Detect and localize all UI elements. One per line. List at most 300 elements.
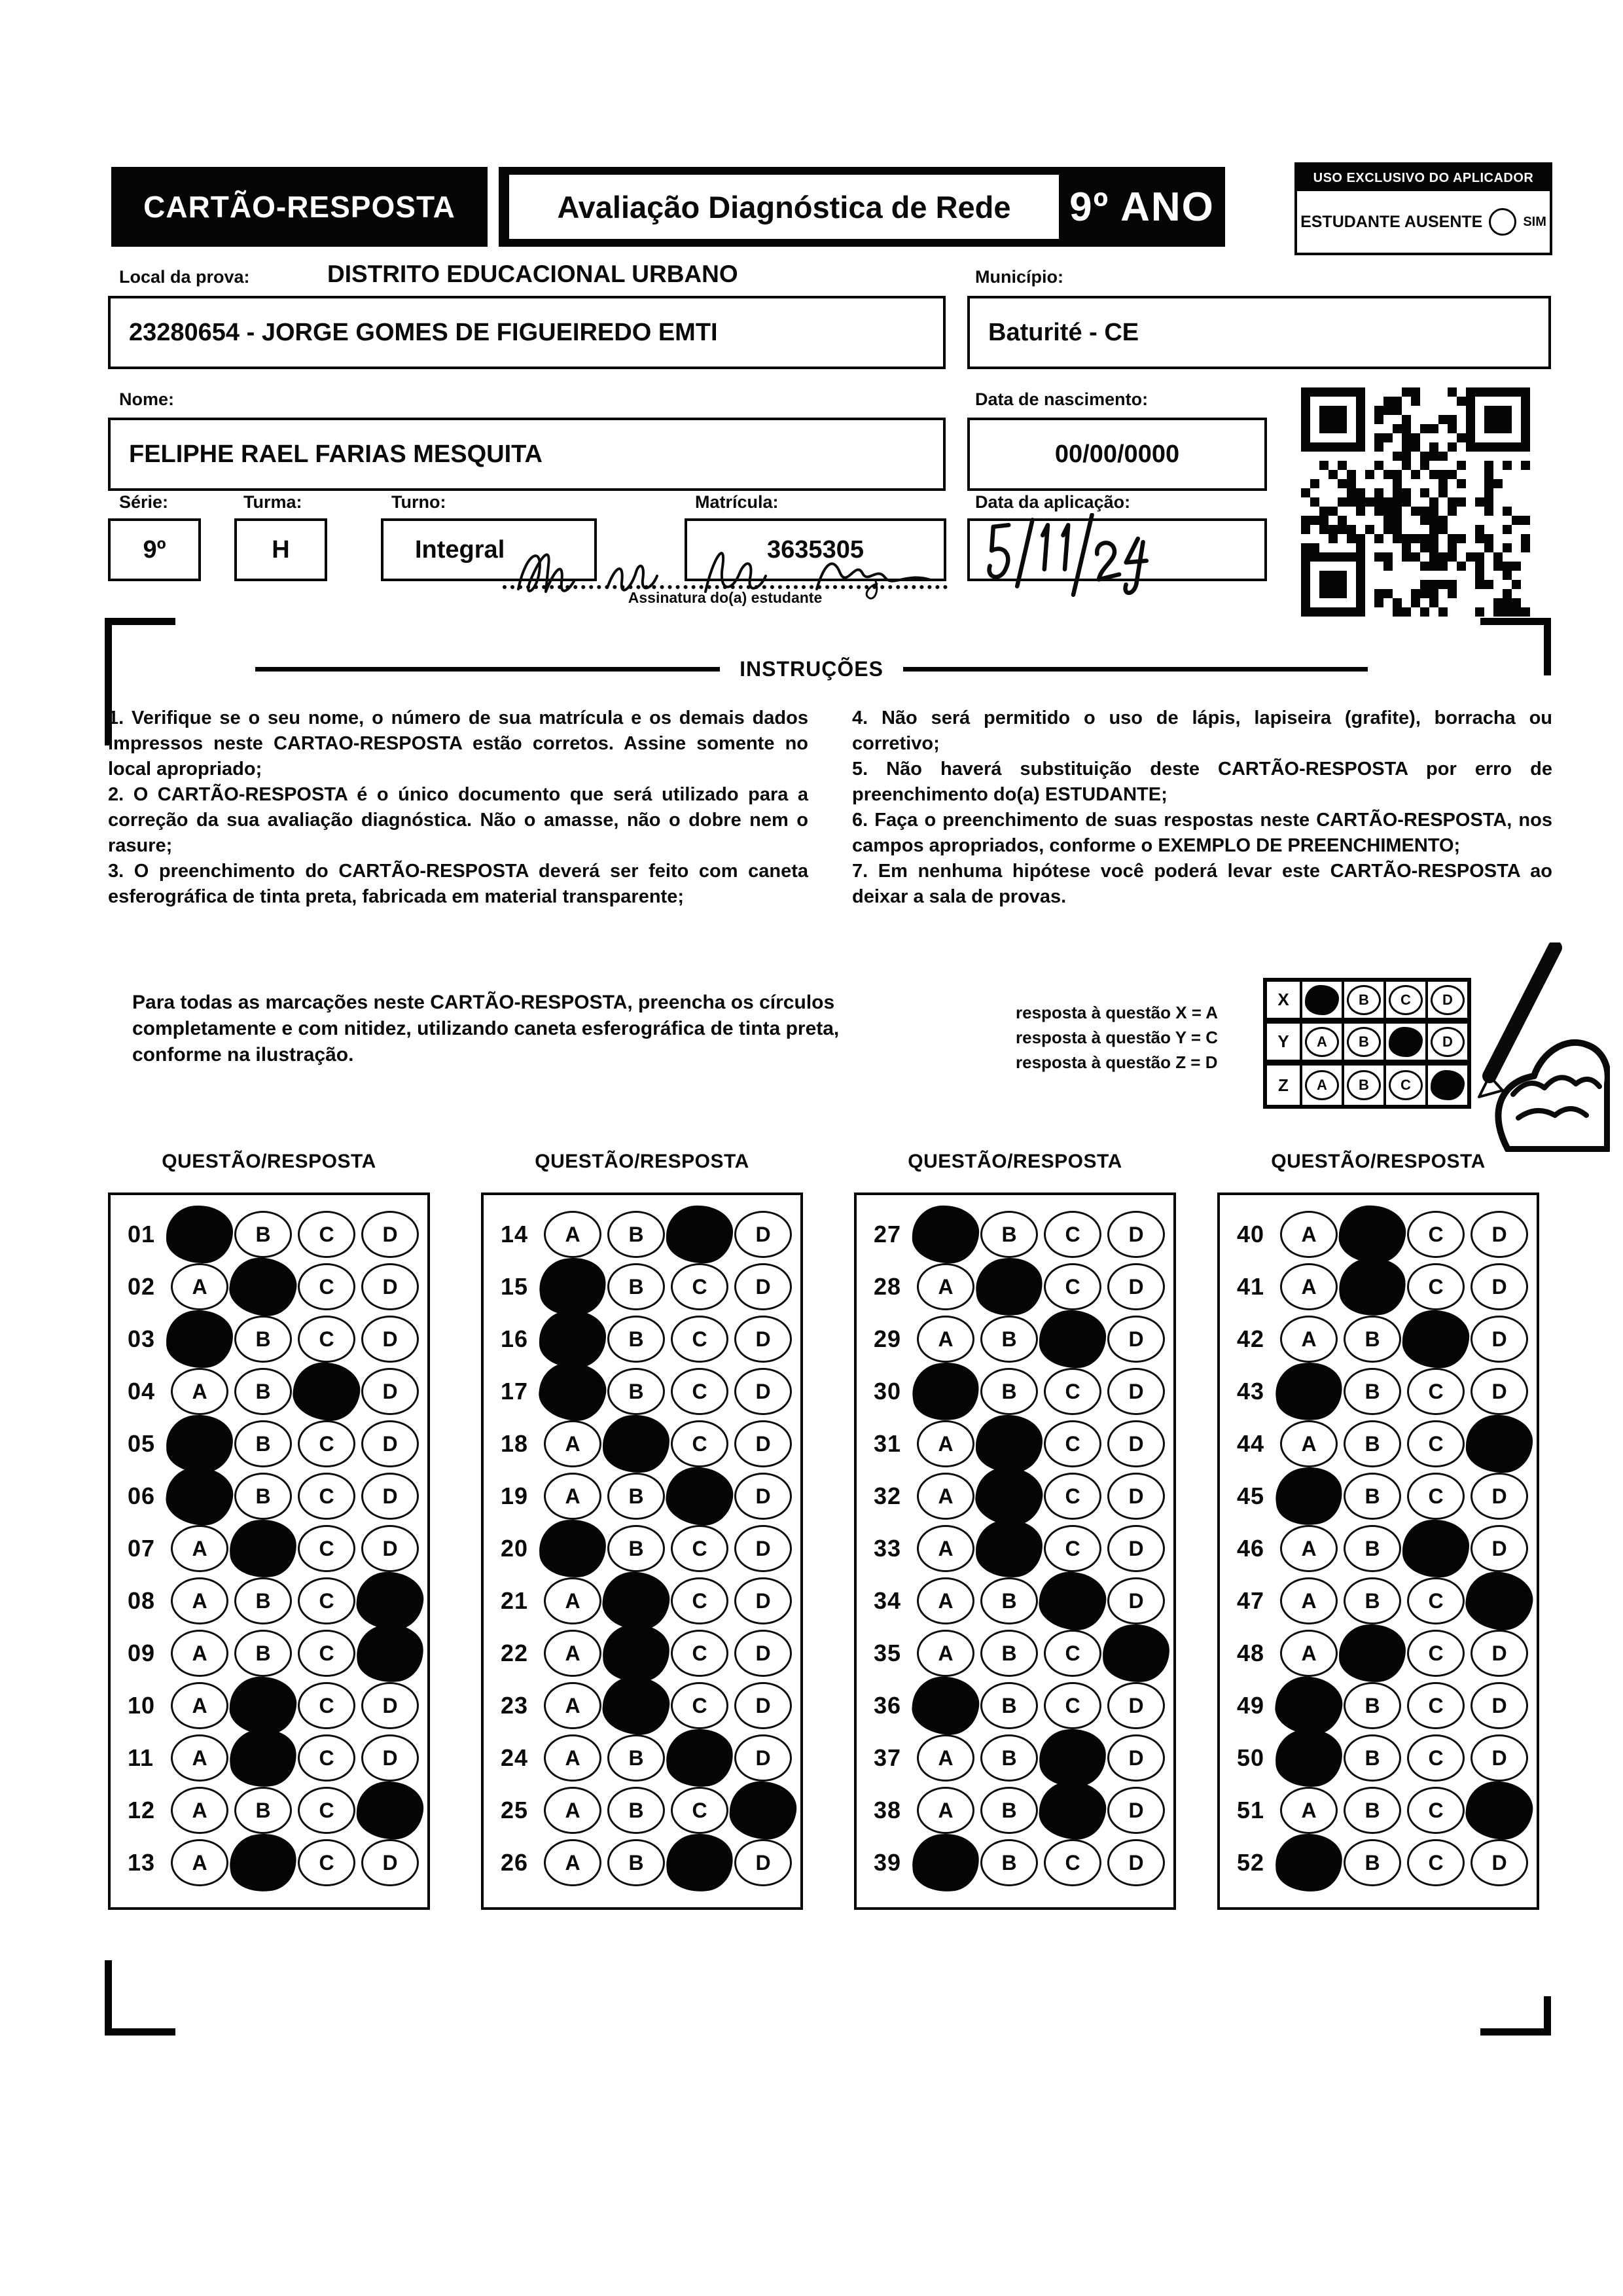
answer-bubble[interactable]: C — [1044, 1473, 1101, 1520]
qr-module — [1521, 525, 1530, 534]
answer-bubble[interactable]: C — [298, 1682, 355, 1729]
filled-answer-bubble[interactable] — [972, 1463, 1046, 1529]
answer-bubble[interactable]: B — [607, 1211, 665, 1258]
answer-bubble[interactable]: C — [298, 1263, 355, 1310]
answer-bubble[interactable]: B — [1344, 1734, 1401, 1782]
filled-answer-bubble[interactable] — [973, 1255, 1046, 1319]
filled-answer-bubble[interactable] — [355, 1780, 424, 1840]
answer-bubble[interactable]: B — [1344, 1577, 1401, 1624]
question-row — [857, 1732, 1173, 1784]
answer-bubble[interactable]: A — [171, 1263, 228, 1310]
answer-bubble[interactable]: D — [361, 1525, 419, 1572]
qr-module — [1301, 552, 1310, 562]
answer-slot — [298, 1473, 355, 1520]
answer-bubble[interactable]: B — [607, 1316, 665, 1363]
answer-bubble[interactable]: D — [734, 1630, 792, 1677]
filled-answer-bubble[interactable] — [601, 1675, 671, 1737]
qr-module — [1512, 552, 1521, 562]
answer-bubble[interactable]: B — [234, 1630, 292, 1677]
filled-answer-bubble[interactable] — [226, 1254, 300, 1319]
instruction-item: 1. Verifique se o seu nome, o número de sua matrícula e os demais dados impressos neste CARTAO-RESPOSTA estão corretos. Assine somente no local apropriado; — [108, 708, 808, 780]
answer-bubble[interactable]: C — [1407, 1734, 1465, 1782]
answer-bubble[interactable]: B — [1344, 1682, 1401, 1729]
filled-answer-bubble[interactable] — [910, 1832, 981, 1894]
answer-bubble[interactable]: B — [980, 1839, 1038, 1886]
qr-module — [1521, 589, 1530, 598]
question-row — [1220, 1784, 1537, 1837]
answer-bubble[interactable]: B — [1344, 1839, 1401, 1886]
answer-bubble[interactable]: D — [1471, 1473, 1528, 1520]
answer-slot — [980, 1368, 1038, 1415]
answer-bubble[interactable]: B — [980, 1211, 1038, 1258]
answer-bubble[interactable]: B — [980, 1734, 1038, 1782]
answer-bubble[interactable]: C — [1044, 1420, 1101, 1467]
qr-module — [1329, 452, 1338, 461]
answer-slot — [1280, 1368, 1338, 1415]
answer-bubble[interactable]: A — [917, 1473, 974, 1520]
answer-bubble[interactable]: C — [1407, 1682, 1465, 1729]
filled-answer-bubble[interactable] — [536, 1359, 609, 1424]
answer-slot — [980, 1682, 1038, 1729]
answer-bubble[interactable]: D — [1107, 1682, 1165, 1729]
answer-bubble[interactable]: D — [361, 1839, 419, 1886]
answer-bubble[interactable]: B — [1344, 1316, 1401, 1363]
filled-answer-bubble[interactable] — [1338, 1204, 1407, 1265]
qr-module — [1383, 589, 1393, 598]
qr-module — [1374, 442, 1383, 452]
answer-bubble[interactable]: B — [607, 1525, 665, 1572]
qr-module — [1347, 562, 1356, 571]
filled-answer-bubble[interactable] — [1274, 1832, 1344, 1893]
filled-answer-bubble[interactable] — [165, 1414, 234, 1474]
answer-bubble[interactable]: C — [298, 1630, 355, 1677]
qr-module — [1393, 543, 1402, 552]
answer-bubble[interactable]: D — [1107, 1577, 1165, 1624]
qr-module — [1457, 452, 1466, 461]
answer-bubble[interactable]: C — [1407, 1368, 1465, 1415]
filled-answer-bubble[interactable] — [1039, 1310, 1107, 1369]
answer-bubble[interactable]: D — [734, 1263, 792, 1310]
answer-bubble[interactable]: D — [1107, 1211, 1165, 1258]
qr-module — [1383, 543, 1393, 552]
answer-bubble[interactable]: C — [298, 1734, 355, 1782]
answer-bubble[interactable]: C — [1407, 1630, 1465, 1677]
example-bubble: C — [1389, 1070, 1423, 1100]
answer-bubble[interactable]: C — [1044, 1263, 1101, 1310]
answer-bubble[interactable]: D — [361, 1211, 419, 1258]
answer-bubble[interactable]: B — [1344, 1368, 1401, 1415]
answer-bubble[interactable]: D — [1471, 1734, 1528, 1782]
answer-bubble[interactable]: D — [361, 1263, 419, 1310]
answer-bubble[interactable]: B — [980, 1368, 1038, 1415]
qr-module — [1493, 580, 1503, 589]
filled-answer-bubble[interactable] — [164, 1465, 235, 1528]
answer-bubble[interactable]: D — [361, 1734, 419, 1782]
answer-bubble[interactable]: A — [1280, 1787, 1338, 1834]
answer-bubble[interactable]: A — [171, 1734, 228, 1782]
answer-bubble[interactable]: C — [298, 1577, 355, 1624]
qr-module — [1365, 470, 1374, 479]
filled-answer-bubble[interactable] — [976, 1415, 1043, 1473]
answer-bubble[interactable]: A — [171, 1839, 228, 1886]
answer-bubble[interactable]: D — [734, 1839, 792, 1886]
filled-answer-bubble[interactable] — [601, 1623, 671, 1683]
answer-bubble[interactable]: C — [1044, 1839, 1101, 1886]
filled-answer-bubble[interactable] — [1038, 1727, 1107, 1788]
answer-bubble[interactable]: C — [671, 1630, 728, 1677]
qr-module — [1301, 424, 1310, 433]
qr-module — [1438, 580, 1448, 589]
answer-bubble[interactable]: A — [917, 1420, 974, 1467]
answer-bubble[interactable]: D — [361, 1420, 419, 1467]
answer-bubble[interactable]: C — [1044, 1368, 1101, 1415]
answer-bubble[interactable]: C — [298, 1420, 355, 1467]
instruction-item: 3. O preenchimento do CARTÃO-RESPOSTA deverá ser feito com caneta esferográfica de tinta preta, fabricada em material transparente; — [108, 861, 808, 907]
filled-answer-bubble[interactable] — [1273, 1359, 1346, 1424]
answer-bubble[interactable]: C — [1407, 1420, 1465, 1467]
qr-module — [1475, 607, 1484, 617]
filled-answer-bubble[interactable] — [666, 1205, 734, 1264]
answer-bubble[interactable]: C — [1407, 1839, 1465, 1886]
answer-bubble[interactable]: A — [1280, 1630, 1338, 1677]
answer-bubble[interactable]: C — [671, 1577, 728, 1624]
answer-slot — [298, 1420, 355, 1467]
answer-bubble[interactable]: C — [298, 1316, 355, 1363]
qr-module — [1347, 424, 1356, 433]
answer-bubble[interactable]: A — [917, 1630, 974, 1677]
answer-bubble[interactable]: D — [361, 1368, 419, 1415]
filled-answer-bubble[interactable] — [911, 1204, 980, 1265]
answer-slot — [607, 1263, 665, 1310]
answer-bubble[interactable]: C — [671, 1316, 728, 1363]
filled-answer-bubble[interactable] — [1401, 1309, 1470, 1369]
example-bubble: A — [1305, 1070, 1339, 1100]
answer-bubble[interactable]: A — [544, 1787, 601, 1834]
qr-module — [1475, 442, 1484, 452]
answer-bubble[interactable]: C — [671, 1682, 728, 1729]
filled-answer-bubble[interactable] — [536, 1254, 609, 1319]
filled-answer-bubble[interactable] — [1463, 1779, 1535, 1842]
filled-answer-bubble[interactable] — [1274, 1728, 1343, 1788]
signature-area[interactable] — [503, 529, 948, 594]
qr-module — [1393, 488, 1402, 497]
answer-slot — [361, 1787, 419, 1834]
answer-bubble[interactable]: A — [171, 1787, 228, 1834]
answer-bubble[interactable]: B — [234, 1316, 292, 1363]
answer-bubble[interactable]: C — [1044, 1525, 1101, 1572]
answer-bubble[interactable]: B — [980, 1577, 1038, 1624]
answer-bubble[interactable]: C — [1044, 1211, 1101, 1258]
answer-bubble[interactable]: C — [1407, 1211, 1465, 1258]
answer-slot — [671, 1682, 728, 1729]
answer-bubble[interactable]: A — [171, 1682, 228, 1729]
filled-answer-bubble[interactable] — [1465, 1414, 1533, 1473]
filled-answer-bubble[interactable] — [600, 1570, 671, 1633]
qr-module — [1448, 598, 1457, 607]
filled-answer-bubble[interactable] — [664, 1727, 735, 1789]
answer-bubble[interactable]: D — [361, 1682, 419, 1729]
answer-bubble[interactable]: A — [544, 1630, 601, 1677]
answer-bubble[interactable]: B — [607, 1734, 665, 1782]
filled-answer-bubble[interactable] — [166, 1310, 234, 1369]
answer-bubble[interactable]: A — [917, 1525, 974, 1572]
municipio-box — [967, 296, 1551, 369]
answer-bubble[interactable]: D — [734, 1316, 792, 1363]
filled-answer-bubble[interactable] — [1463, 1568, 1536, 1634]
filled-answer-bubble[interactable] — [664, 1831, 735, 1895]
answer-bubble[interactable]: B — [234, 1420, 292, 1467]
filled-answer-bubble[interactable] — [355, 1623, 425, 1685]
answer-bubble[interactable]: D — [1471, 1211, 1528, 1258]
qr-module — [1457, 442, 1466, 452]
qr-module — [1411, 488, 1420, 497]
filled-answer-bubble[interactable] — [228, 1518, 298, 1579]
answer-bubble[interactable]: C — [671, 1525, 728, 1572]
answer-bubble[interactable]: C — [671, 1368, 728, 1415]
filled-answer-bubble[interactable] — [910, 1674, 981, 1738]
qr-module — [1457, 580, 1466, 589]
question-row — [1220, 1418, 1537, 1470]
answer-bubble[interactable]: D — [361, 1316, 419, 1363]
filled-answer-bubble[interactable] — [975, 1519, 1043, 1578]
answer-bubble[interactable]: B — [234, 1211, 292, 1258]
answer-bubble[interactable]: A — [1280, 1316, 1338, 1363]
qr-module — [1466, 461, 1475, 470]
answer-slot — [980, 1525, 1038, 1572]
answer-bubble[interactable]: D — [1107, 1263, 1165, 1310]
answer-bubble[interactable]: A — [917, 1577, 974, 1624]
answer-bubble[interactable]: A — [917, 1263, 974, 1310]
filled-answer-bubble[interactable] — [228, 1675, 298, 1736]
answer-bubble[interactable]: B — [980, 1316, 1038, 1363]
answer-bubble[interactable]: A — [1280, 1577, 1338, 1624]
qr-module — [1484, 580, 1493, 589]
qr-module — [1475, 461, 1484, 470]
answer-bubble[interactable]: D — [1107, 1420, 1165, 1467]
filled-answer-bubble[interactable] — [1338, 1624, 1406, 1683]
answer-bubble[interactable]: D — [734, 1473, 792, 1520]
answer-bubble[interactable]: D — [1471, 1630, 1528, 1677]
answer-bubble[interactable]: D — [361, 1473, 419, 1520]
student-absent-option: SIM — [1523, 214, 1546, 229]
filled-answer-bubble[interactable] — [1336, 1255, 1408, 1319]
answer-bubble[interactable]: A — [171, 1525, 228, 1572]
answer-bubble[interactable]: C — [298, 1839, 355, 1886]
answer-bubble[interactable]: C — [1044, 1682, 1101, 1729]
filled-answer-bubble[interactable] — [355, 1570, 425, 1632]
filled-answer-bubble[interactable] — [166, 1206, 233, 1263]
answer-bubble[interactable]: B — [234, 1577, 292, 1624]
school-box — [108, 296, 946, 369]
qr-module — [1457, 534, 1466, 543]
qr-module — [1493, 406, 1503, 415]
answer-bubble[interactable]: D — [734, 1525, 792, 1572]
answer-bubble[interactable]: C — [298, 1787, 355, 1834]
filled-answer-bubble[interactable] — [539, 1310, 606, 1368]
answer-slot — [607, 1368, 665, 1415]
answer-bubble[interactable]: D — [1107, 1473, 1165, 1520]
answer-bubble[interactable]: A — [544, 1734, 601, 1782]
answer-bubble[interactable]: D — [734, 1420, 792, 1467]
answer-bubble[interactable]: A — [917, 1316, 974, 1363]
answer-slot — [1344, 1368, 1401, 1415]
qr-module — [1503, 534, 1512, 543]
answer-slot — [544, 1211, 601, 1258]
answer-bubble[interactable]: D — [1471, 1525, 1528, 1572]
answer-bubble[interactable]: D — [734, 1577, 792, 1624]
answer-bubble[interactable]: A — [917, 1787, 974, 1834]
filled-answer-bubble[interactable] — [1101, 1623, 1170, 1683]
answer-bubble[interactable]: A — [544, 1577, 601, 1624]
answer-bubble[interactable]: D — [1107, 1368, 1165, 1415]
answer-bubble[interactable]: C — [671, 1263, 728, 1310]
answer-bubble[interactable]: B — [1344, 1525, 1401, 1572]
qr-module — [1393, 589, 1402, 598]
answer-bubble[interactable]: C — [1044, 1630, 1101, 1677]
answer-bubble[interactable]: D — [1107, 1734, 1165, 1782]
answer-bubble[interactable]: D — [1471, 1263, 1528, 1310]
answer-slot — [1280, 1734, 1338, 1782]
answer-bubble[interactable]: A — [544, 1473, 601, 1520]
answer-slot — [298, 1211, 355, 1258]
answer-bubble[interactable]: C — [1407, 1263, 1465, 1310]
answer-bubble[interactable]: B — [234, 1368, 292, 1415]
qr-module — [1475, 497, 1484, 507]
qr-module — [1521, 534, 1530, 543]
qr-module — [1356, 461, 1365, 470]
answer-bubble[interactable]: C — [1407, 1577, 1465, 1624]
qr-module — [1484, 525, 1493, 534]
answer-bubble[interactable]: B — [1344, 1787, 1401, 1834]
answer-bubble[interactable]: A — [544, 1420, 601, 1467]
answer-bubble[interactable]: A — [544, 1211, 601, 1258]
filled-answer-bubble[interactable] — [664, 1464, 736, 1528]
matricula-value: 3635305 — [767, 535, 864, 564]
qr-module — [1393, 452, 1402, 461]
qr-module — [1374, 507, 1383, 516]
answer-bubble[interactable]: A — [1280, 1525, 1338, 1572]
answer-bubble[interactable]: D — [1471, 1839, 1528, 1886]
answer-bubble[interactable]: D — [1471, 1368, 1528, 1415]
qr-module — [1319, 470, 1329, 479]
qr-module — [1429, 571, 1438, 580]
answer-bubble[interactable]: C — [1407, 1473, 1465, 1520]
answer-bubble[interactable]: C — [298, 1525, 355, 1572]
answer-bubble[interactable]: D — [1107, 1316, 1165, 1363]
qr-module — [1329, 543, 1338, 552]
question-number: 40 — [1237, 1221, 1265, 1247]
question-row — [484, 1627, 800, 1679]
qr-module — [1402, 497, 1411, 507]
serie-label: Série: — [119, 492, 169, 512]
answer-bubble[interactable]: B — [607, 1787, 665, 1834]
answer-bubble[interactable]: D — [1471, 1316, 1528, 1363]
answer-bubble[interactable]: A — [544, 1682, 601, 1729]
answer-bubble[interactable]: C — [298, 1473, 355, 1520]
qr-module — [1457, 387, 1466, 397]
answer-bubble[interactable]: D — [734, 1682, 792, 1729]
filled-answer-bubble[interactable] — [538, 1518, 607, 1579]
answer-bubble[interactable]: A — [917, 1734, 974, 1782]
filled-answer-bubble[interactable] — [602, 1414, 670, 1473]
qr-module — [1365, 452, 1374, 461]
filled-answer-bubble[interactable] — [227, 1831, 300, 1895]
qr-module — [1301, 479, 1310, 488]
qr-module — [1503, 525, 1512, 534]
answer-bubble[interactable]: B — [607, 1473, 665, 1520]
answer-bubble[interactable]: C — [671, 1787, 728, 1834]
answer-bubble[interactable]: A — [1280, 1211, 1338, 1258]
answer-bubble[interactable]: A — [171, 1368, 228, 1415]
filled-answer-bubble[interactable] — [909, 1359, 982, 1424]
answer-bubble[interactable]: A — [1280, 1420, 1338, 1467]
answer-bubble[interactable]: B — [607, 1368, 665, 1415]
qr-module — [1402, 525, 1411, 534]
answer-bubble[interactable]: B — [607, 1839, 665, 1886]
qr-module — [1365, 415, 1374, 424]
qr-module — [1411, 562, 1420, 571]
qr-module — [1512, 571, 1521, 580]
example-row-label — [1266, 1064, 1301, 1106]
answer-bubble[interactable]: D — [734, 1734, 792, 1782]
answer-bubble[interactable]: D — [1107, 1839, 1165, 1886]
answer-bubble[interactable]: B — [1344, 1473, 1401, 1520]
qr-module — [1383, 397, 1393, 406]
answer-bubble[interactable]: B — [980, 1787, 1038, 1834]
answer-slot — [171, 1211, 228, 1258]
qr-module — [1393, 607, 1402, 617]
answer-bubble[interactable]: B — [607, 1263, 665, 1310]
answer-bubble[interactable]: D — [1107, 1787, 1165, 1834]
qr-module — [1347, 452, 1356, 461]
qr-module — [1457, 415, 1466, 424]
student-absent-bubble[interactable] — [1489, 208, 1516, 236]
filled-answer-bubble[interactable] — [1037, 1780, 1108, 1842]
answer-slot — [1107, 1368, 1165, 1415]
qr-module — [1301, 442, 1310, 452]
answer-bubble[interactable]: C — [298, 1211, 355, 1258]
filled-answer-bubble[interactable] — [1037, 1569, 1109, 1633]
filled-answer-bubble[interactable] — [1272, 1463, 1346, 1529]
answer-bubble[interactable]: B — [980, 1630, 1038, 1677]
filled-answer-bubble[interactable] — [728, 1780, 798, 1840]
answer-bubble[interactable]: A — [171, 1577, 228, 1624]
answer-bubble[interactable]: A — [1280, 1263, 1338, 1310]
answer-bubble[interactable]: D — [734, 1368, 792, 1415]
answer-bubble[interactable]: D — [734, 1211, 792, 1258]
filled-answer-bubble[interactable] — [1402, 1520, 1469, 1577]
qr-module — [1512, 543, 1521, 552]
qr-module — [1319, 534, 1329, 543]
answer-bubble[interactable]: C — [671, 1420, 728, 1467]
answer-bubble[interactable]: B — [980, 1682, 1038, 1729]
qr-module — [1338, 461, 1347, 470]
question-row — [1220, 1575, 1537, 1627]
answer-bubble[interactable]: D — [1107, 1525, 1165, 1572]
answer-bubble[interactable]: B — [234, 1787, 292, 1834]
filled-answer-bubble[interactable] — [1273, 1674, 1346, 1738]
filled-answer-bubble[interactable] — [227, 1727, 298, 1790]
answer-bubble[interactable]: A — [544, 1839, 601, 1886]
answer-bubble[interactable]: C — [1407, 1787, 1465, 1834]
answer-bubble[interactable]: B — [234, 1473, 292, 1520]
answer-bubble[interactable]: B — [1344, 1420, 1401, 1467]
answer-bubble[interactable]: A — [171, 1630, 228, 1677]
question-row — [1220, 1837, 1537, 1889]
filled-answer-bubble[interactable] — [291, 1359, 363, 1424]
question-number: 07 — [128, 1535, 156, 1562]
answer-bubble[interactable]: D — [1471, 1682, 1528, 1729]
